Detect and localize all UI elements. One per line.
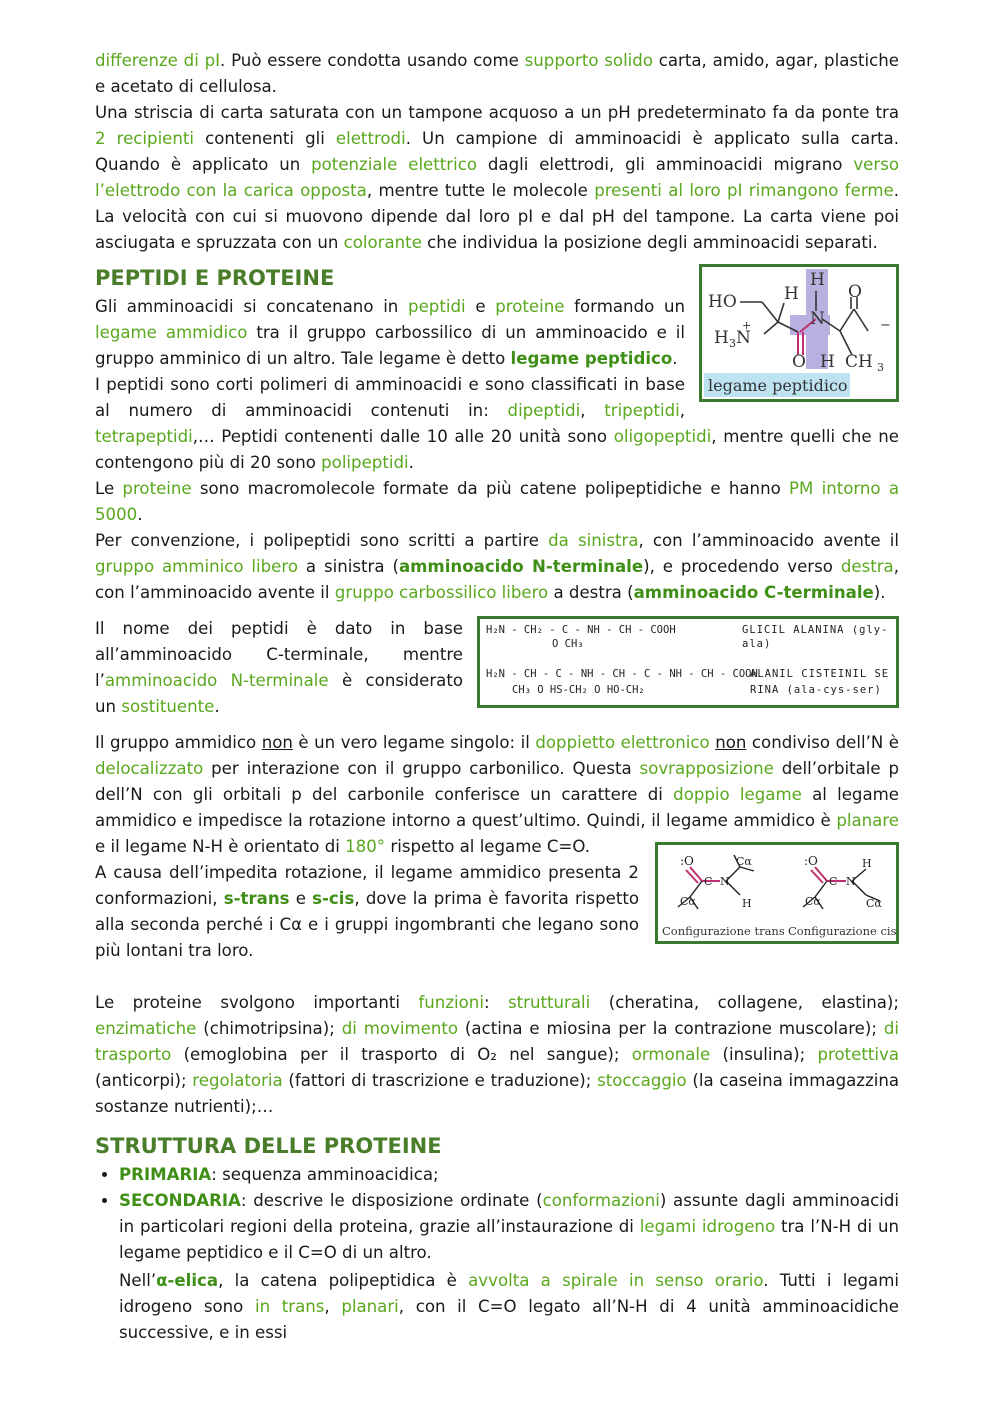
document-page xyxy=(95,48,899,1346)
svg-text:+: + xyxy=(742,319,752,332)
svg-text:H: H xyxy=(862,857,872,870)
svg-text:N: N xyxy=(810,309,825,329)
svg-text:Cα: Cα xyxy=(680,895,696,908)
trans-cis-figure xyxy=(655,842,899,944)
svg-text:C: C xyxy=(704,875,713,888)
peptide-names-figure: H₂N - CH₂ - C - NH - CH - COOH O CH₃ GLICIL ALANINA (gly-ala) H₂N - CH - C - NH - CH - C - NH - CH - COOH CH₃ O HS-CH₂ O HO-CH₂ ALANIL CISTEINIL SE RINA (ala-cys-ser) xyxy=(477,616,899,708)
svg-text:N: N xyxy=(846,875,856,888)
peptidi-paragraph-8: Le proteine svolgono importanti funzioni: strutturali (cheratina, collagene, elastina); enzimatiche (chimotripsina); di movimento (actina e miosina per la contrazione muscolare); di trasporto (emoglobina per il trasporto di O₂ nel sangue); ormonale (insulina); protettiva (anticorpi); regolatoria (fattori di trascrizione e traduzione); stoccaggio (la caseina immagazzina sostanze nutrienti);… xyxy=(95,993,900,1116)
intro-paragraph-2: Una striscia di carta saturata con un tampone acquoso a un pH predeterminato fa da ponte tra 2 recipienti contenenti gli elettrodi. Un campione di amminoacidi è applicato sulla carta. Quando è applicato un potenziale elettrico dagli elettrodi, gli amminoacidi migrano verso l’elettrodo con la carica opposta, mentre tutte le molecole presenti al loro pI rimangono ferme. La velocità con cui si muovono dipende dal loro pI e dal pH del tampone. La carta viene poi asciugata e spruzzata con un colorante che individua la posizione degli amminoacidi separati. xyxy=(95,103,900,252)
conformation-block xyxy=(95,854,899,964)
intro-paragraph-1: differenze di pI. Può essere condotta usando come supporto solido carta, amido, agar, plastiche e acetato di cellulosa. xyxy=(95,51,899,96)
ala-cys-ser-formula: H₂N - CH - C - NH - CH - C - NH - CH - COOH xyxy=(486,668,758,680)
svg-text:H: H xyxy=(820,352,835,372)
peptidi-paragraph-5: Il nome dei peptidi è dato in base all’amminoacido C-terminale, mentre l’amminoacido N-terminale è considerato un sostituente. xyxy=(95,619,463,716)
svg-text:Cα: Cα xyxy=(866,897,882,910)
svg-text:H: H xyxy=(810,270,825,290)
ala-cys-ser-name: ALANIL CISTEINIL SE xyxy=(750,668,890,680)
glycylalanine-formula: H₂N - CH₂ - C - NH - CH - COOH xyxy=(486,624,676,636)
peptide-bond-caption: legame peptidico xyxy=(708,376,848,395)
peptidi-paragraph-6: Il gruppo ammidico non è un vero legame singolo: il doppietto elettronico non condiviso dell’N è delocalizzato per interazione con il gruppo carbonilico. Questa sovrapposizione dell’orbitale p dell’N con gli orbitali p del carbonile conferisce un carattere di doppio legame al legame ammidico e impedisce la rotazione intorno a quest’ultimo. Quindi, il legame ammidico è planare e il legame N-H è orientato di 180° rispetto al legame C=O. xyxy=(95,733,899,856)
svg-text:H: H xyxy=(784,284,799,304)
svg-text::O: :O xyxy=(804,854,818,868)
svg-text:HO: HO xyxy=(708,292,737,312)
peptide-bond-diagram xyxy=(702,267,896,399)
section-heading-peptidi: PEPTIDI E PROTEINE xyxy=(95,266,335,290)
svg-text:N: N xyxy=(736,328,751,348)
glycylalanine-name: GLICIL ALANINA (gly-ala) xyxy=(742,624,889,650)
svg-text:Cα: Cα xyxy=(736,855,752,868)
svg-text:−: − xyxy=(880,318,891,333)
svg-text:CH: CH xyxy=(845,352,873,372)
cis-caption: Configurazione cis xyxy=(788,924,896,938)
svg-text:H: H xyxy=(742,897,752,910)
peptidi-paragraph-4: Per convenzione, i polipeptidi sono scritti a partire da sinistra, con l’amminoacido avente il gruppo amminico libero a sinistra (amminoacido N-terminale), e procedendo verso destra, con l’amminoacido avente il gruppo carbossilico libero a destra (amminoacido C-terminale). xyxy=(95,531,899,602)
peptide-bond-figure xyxy=(699,264,899,402)
svg-text:O: O xyxy=(848,282,862,302)
peptidi-paragraph-7: A causa dell’impedita rotazione, il legame ammidico presenta 2 conformazioni, s-trans e s-cis, dove la prima è favorita rispetto alla seconda perché i Cα e i gruppi ingombranti che legano sono più lontani tra loro. xyxy=(95,863,639,960)
svg-text:Cα: Cα xyxy=(805,895,821,908)
peptidi-paragraph-2: I peptidi sono corti polimeri di amminoacidi e sono classificati in base al numero di amminoacidi contenuti in: dipeptidi, tripeptidi, tetrapeptidi,… Peptidi contenenti dalle 10 alle 20 unità sono oligopeptidi, mentre quelli che ne contengono più di 20 sono polipeptidi. xyxy=(95,375,899,472)
list-item-secondaria: • SECONDARIA: descrive le disposizione ordinate (conformazioni) assunte dagli amminoacidi in particolari regioni della proteina, grazie all’instaurazione di legami idrogeno tra l’N-H di un legame peptidico e il C=O di un altro. Nell’α-elica, la catena polipeptidica è avvolta a spirale in senso orario. Tutti i legami idrogeno sono in trans, planari, con il C=O legato all’N-H di 4 unità amminoacidiche successive, e in essi xyxy=(119,1188,899,1346)
section-heading-struttura: STRUTTURA DELLE PROTEINE xyxy=(95,1134,442,1158)
peptidi-paragraph-3: Le proteine sono macromolecole formate da più catene polipeptidiche e hanno PM intorno a 5000. xyxy=(95,479,899,524)
svg-text:H: H xyxy=(714,328,729,348)
svg-text:C: C xyxy=(829,875,838,888)
list-item-primaria: • PRIMARIA: sequenza amminoacidica; xyxy=(119,1162,899,1188)
peptide-naming-block xyxy=(95,616,899,720)
peptidi-paragraph-1: Gli amminoacidi si concatenano in peptidi e proteine formando un legame ammidico tra il gruppo carbossilico di un amminoacido e il gruppo amminico di un altro. Tale legame è detto legame peptidico. xyxy=(95,297,685,368)
trans-caption: Configurazione trans xyxy=(662,924,785,938)
svg-text::O: :O xyxy=(680,854,694,868)
svg-text:3: 3 xyxy=(877,361,884,374)
svg-text:3: 3 xyxy=(729,337,736,350)
svg-text:O: O xyxy=(792,352,806,372)
structure-list xyxy=(95,1162,899,1346)
svg-text:N: N xyxy=(720,875,730,888)
alpha-helix-paragraph: Nell’α-elica, la catena polipeptidica è avvolta a spirale in senso orario. Tutti i legami idrogeno sono in trans, planari, con il C=O legato all’N-H di 4 unità amminoacidiche successive, e in essi xyxy=(119,1271,900,1342)
trans-cis-diagram xyxy=(658,845,896,941)
